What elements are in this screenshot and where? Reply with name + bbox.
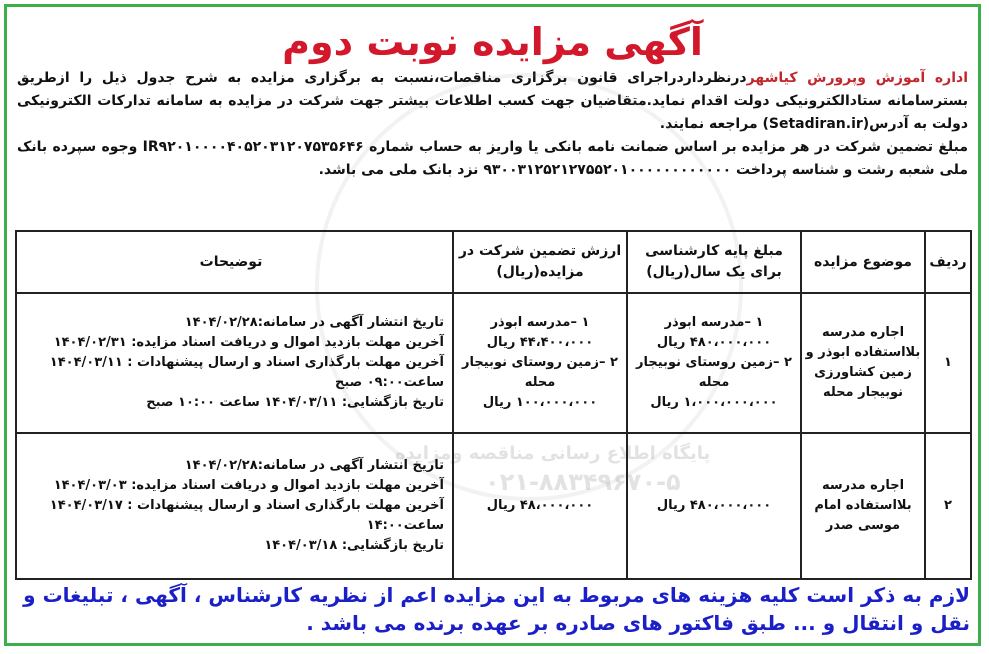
watermark-phone: ۰۲۱-۸۸۳۴۹۶۷۰-۵ [485,468,681,496]
table-row [16,293,971,433]
col-header-guarantee: ارزش تضمین شرکت در مزایده(ریال) [453,231,627,293]
row-number: ۲ [925,433,971,579]
row-guarantee: ۱ –مدرسه ابوذر ۴۴،۴۰۰،۰۰۰ ریال ۲ –زمین روستای نوبیجار محله ۱۰۰،۰۰۰،۰۰۰ ریال [453,293,627,433]
col-header-row-number: ردیف [925,231,971,293]
row-description: تاریخ انتشار آگهی در سامانه:۱۴۰۴/۰۲/۲۸ آخرین مهلت بازدید اموال و دریافت اسناد مزایده: ۱۴۰۴/۰۲/۳۱ آخرین مهلت بارگذاری اسناد و ارسال پیشنهادات : ۱۴۰۴/۰۳/۱۱ ساعت۰۹:۰۰ صبح تاریخ بازگشایی: ۱۴۰۴/۰۳/۱۱ ساعت ۱۰:۰۰ صبح [16,293,453,433]
table-header-row [16,231,971,293]
footer-note: لازم به ذکر است کلیه هزینه های مربوط به این مزایده اعم از نظریه کارشناس ، آگهی ، تبلیغات و نقل و انتقال و ... طبق فاکتور های صادره بر عهده برنده می باشد . [23,583,970,635]
intro-paragraph-2: مبلغ تضمین شرکت در هر مزایده بر اساس ضمانت نامه بانکی یا واریز به حساب شماره IR۹۲۰۱۰۰۰۰۴۰۵۲۰۳۱۲۰۷۵۳۵۶۴۶ وجوه سپرده بانک ملی شعبه رشت و شناسه پرداخت ۹۳۰۰۳۱۲۵۲۱۲۷۵۵۲۰۱۰۰۰۰۰۰۰۰۰۰۰۰ نزد بانک ملی می باشد. [17,139,968,178]
row-base-price: ۴۸۰،۰۰۰،۰۰۰ ریال [627,433,801,579]
col-header-subject: موضوع مزایده [801,231,925,293]
row-description: تاریخ انتشار آگهی در سامانه:۱۴۰۴/۰۲/۲۸ آخرین مهلت بازدید اموال و دریافت اسناد مزایده: ۱۴۰۴/۰۳/۰۳ آخرین مهلت بارگذاری اسناد و ارسال پیشنهادات : ۱۴۰۴/۰۳/۱۷ ساعت۱۴:۰۰ تاریخ بازگشایی: ۱۴۰۴/۰۳/۱۸ [16,433,453,579]
row-base-price: ۱ –مدرسه ابوذر ۴۸۰،۰۰۰،۰۰۰ ریال ۲ –زمین روستای نوبیجار محله ۱،۰۰۰،۰۰۰،۰۰۰ ریال [627,293,801,433]
table-row [16,433,971,579]
organization-name: اداره آموزش وپرورش کیاشهر [746,70,968,86]
col-header-base-price: مبلغ پایه کارشناسی برای یک سال(ریال) [627,231,801,293]
col-header-description: توضیحات [16,231,453,293]
intro-text [15,67,970,182]
row-subject: اجاره مدرسه بلااستفاده امام موسی صدر [801,433,925,579]
row-number: ۱ [925,293,971,433]
notice-frame [4,4,981,646]
row-guarantee: ۴۸،۰۰۰،۰۰۰ ریال [453,433,627,579]
watermark-text: پایگاه اطلاع رسانی مناقصه ومزایده [395,443,711,464]
row-subject: اجاره مدرسه بلااستفاده ابوذر و زمین کشاورزی نوبیجار محله [801,293,925,433]
notice-title: آگهی مزایده نوبت دوم [282,20,703,64]
auction-table [15,230,972,580]
intro-paragraph-1: درنظرداردراجرای قانون برگزاری مناقصات،نسبت به برگزاری مزایده به شرح جدول ذیل را ازطریق بسترسامانه ستادالکترونیکی دولت اقدام نماید.متقاضیان جهت کسب اطلاعات بیشتر جهت شرکت در مزایده به سامانه تدارکات الکترونیکی دولت به آدرس(Setadiran.ir) مراجعه نمایند. [17,70,968,132]
